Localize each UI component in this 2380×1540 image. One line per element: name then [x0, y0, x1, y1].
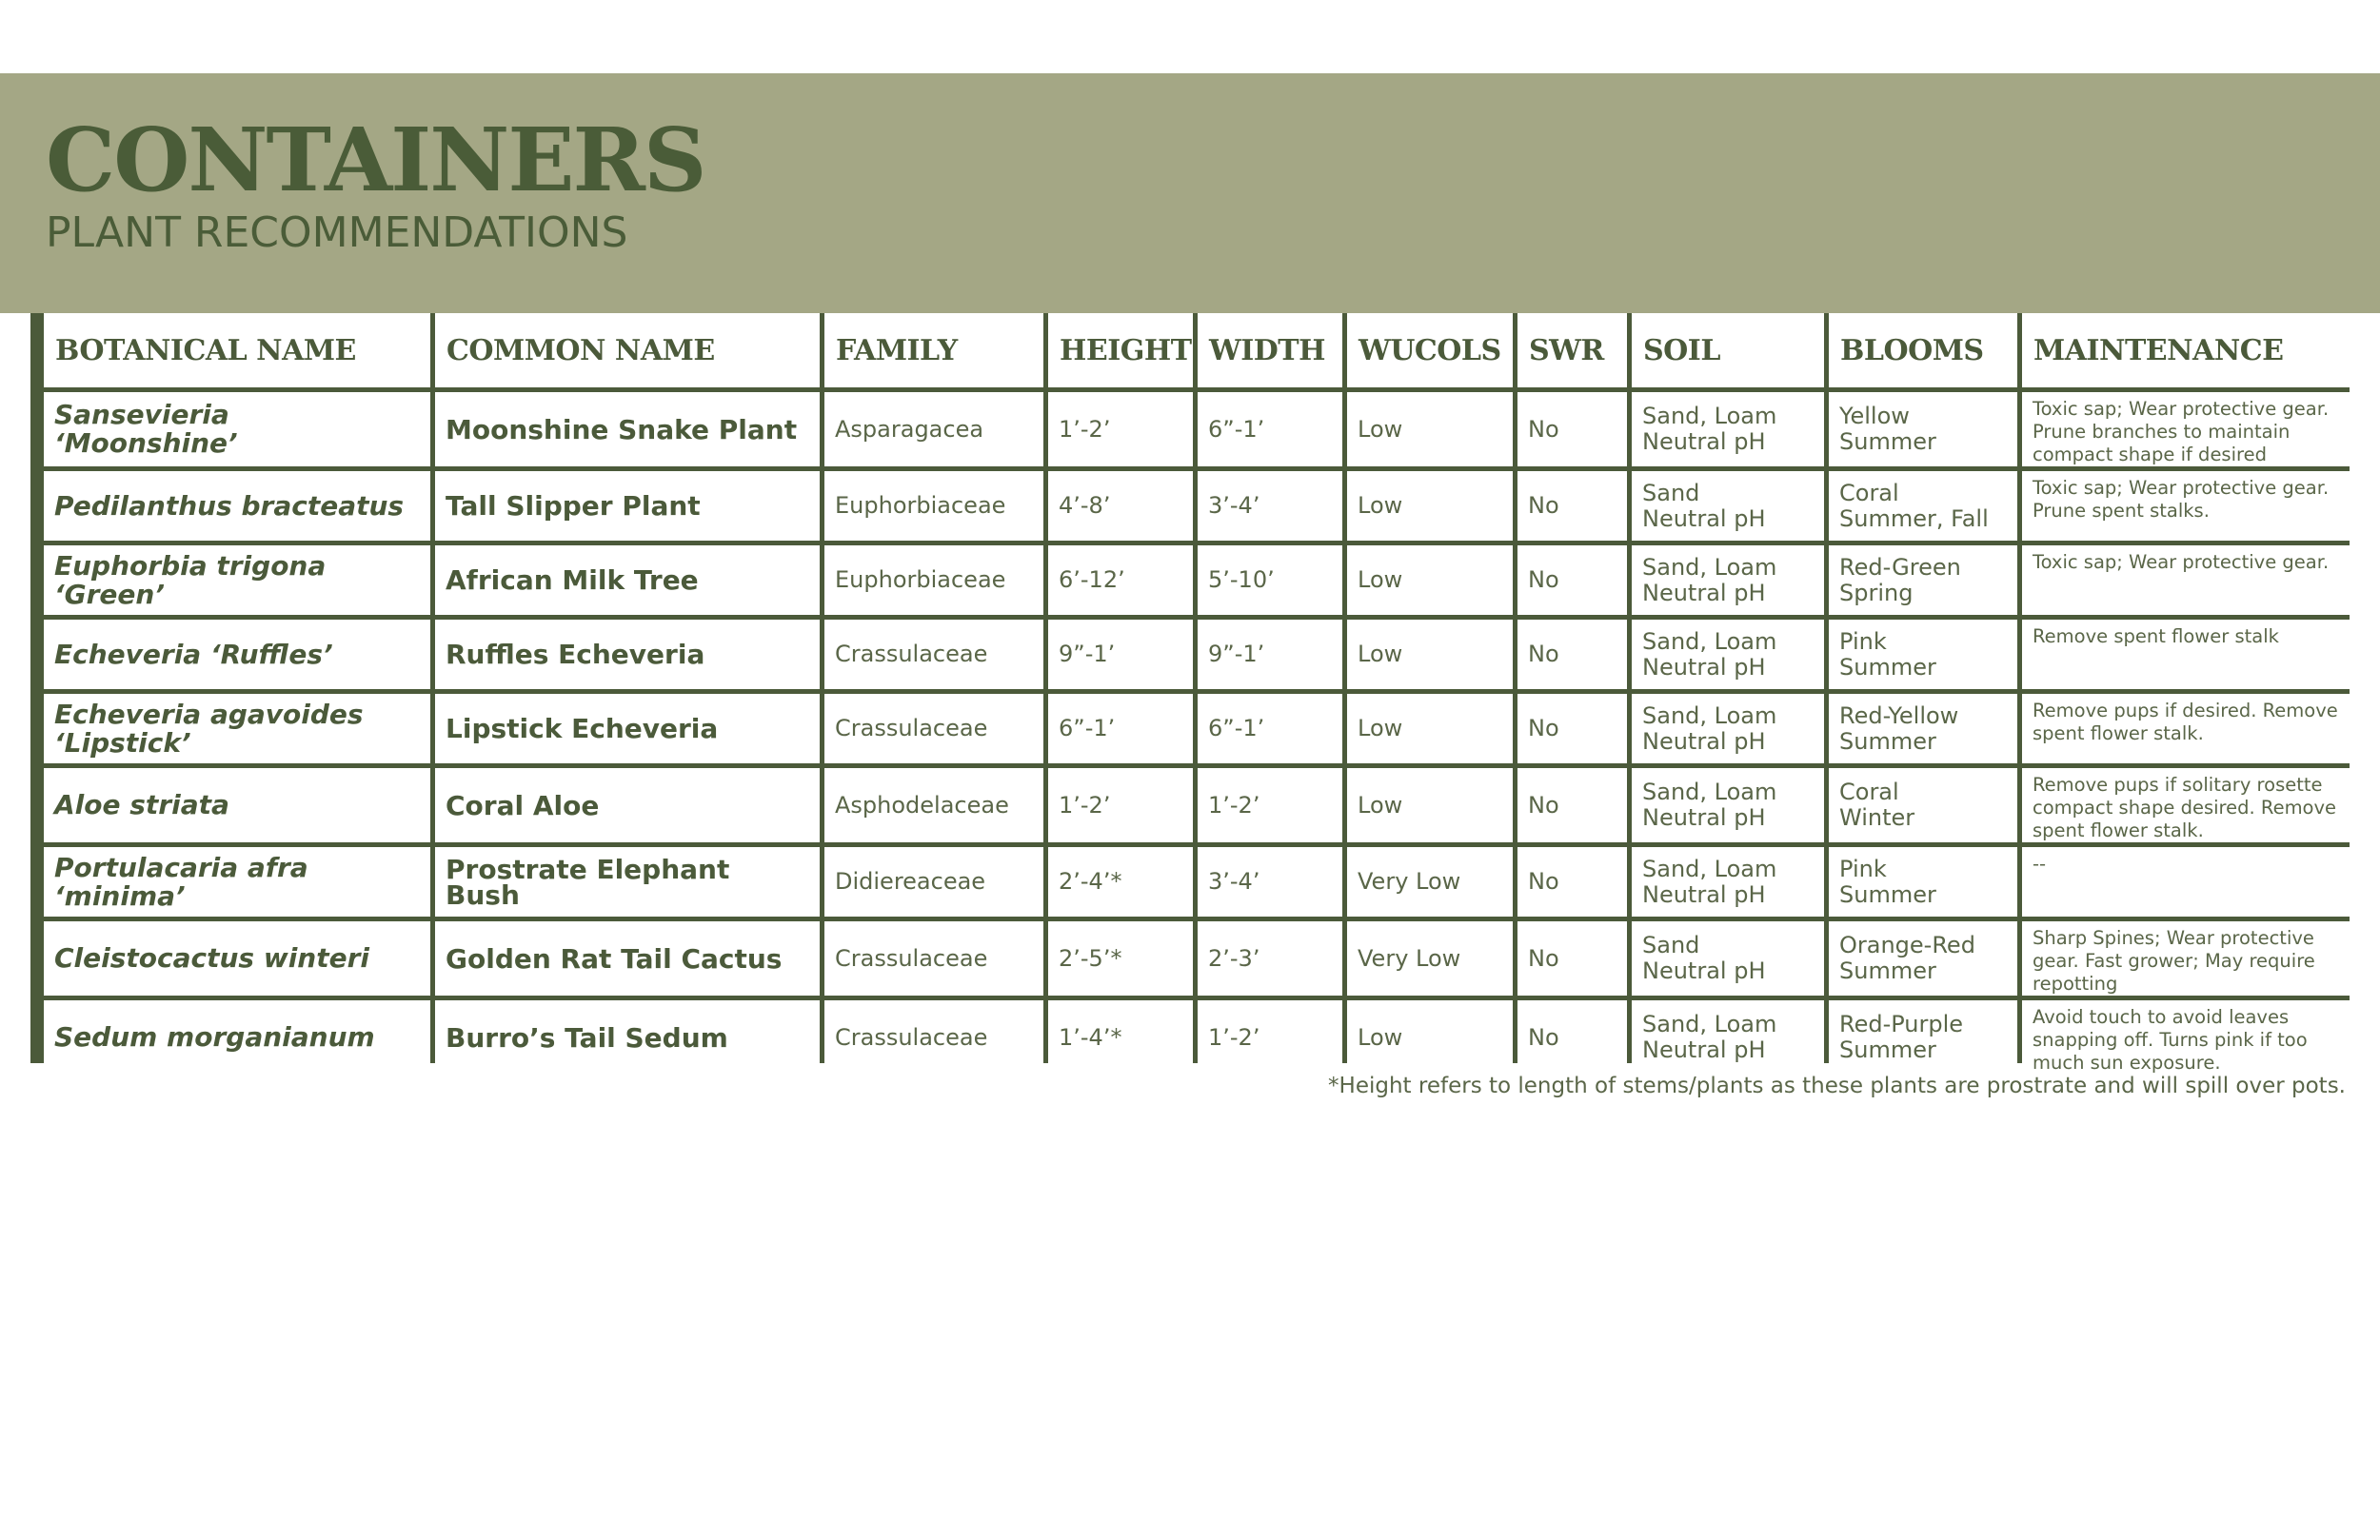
cell-height: 9”-1’: [1048, 620, 1193, 689]
cell-height: 1’-2’: [1048, 392, 1193, 466]
cell-botanical-name: Echeveria ‘Ruffles’: [44, 620, 430, 689]
cell-maintenance: Remove pups if solitary rosette compact shape desired. Remove spent flower stalk.: [2022, 768, 2353, 842]
cell-family: Crassulaceae: [824, 694, 1043, 763]
col-header-swr: SWR: [1517, 313, 1627, 387]
col-header-blooms: BLOOMS: [1829, 313, 2017, 387]
cell-height: 1’-4’*: [1048, 1000, 1193, 1075]
col-header-soil: SOIL: [1632, 313, 1824, 387]
cell-maintenance: Toxic sap; Wear protective gear. Prune spent stalks.: [2022, 471, 2353, 541]
table-body: [44, 392, 2353, 1075]
col-header-family: FAMILY: [824, 313, 1043, 387]
cell-maintenance: Sharp Spines; Wear protective gear. Fast grower; May require repotting: [2022, 921, 2353, 996]
cell-soil: Sand, Loam Neutral pH: [1632, 847, 1824, 917]
footnote: *Height refers to length of stems/plants as these plants are prostrate and will spill over pots.: [1328, 1074, 2346, 1098]
col-header-botanical-name: BOTANICAL NAME: [44, 313, 430, 387]
cell-common-name: Prostrate Elephant Bush: [435, 847, 820, 917]
cell-blooms: Pink Summer: [1829, 620, 2017, 689]
cell-blooms: Red-Yellow Summer: [1829, 694, 2017, 763]
cell-swr: No: [1517, 694, 1627, 763]
cell-blooms: Red-Purple Summer: [1829, 1000, 2017, 1075]
cell-soil: Sand, Loam Neutral pH: [1632, 392, 1824, 466]
cell-width: 3’-4’: [1198, 471, 1342, 541]
cell-width: 3’-4’: [1198, 847, 1342, 917]
cell-botanical-name: Portulacaria afra ‘minima’: [44, 847, 430, 917]
cell-soil: Sand Neutral pH: [1632, 921, 1824, 996]
col-header-width: WIDTH: [1198, 313, 1342, 387]
cell-maintenance: Toxic sap; Wear protective gear. Prune branches to maintain compact shape if desired: [2022, 392, 2353, 466]
cell-width: 5’-10’: [1198, 545, 1342, 615]
cell-height: 4’-8’: [1048, 471, 1193, 541]
cell-botanical-name: Sedum morganianum: [44, 1000, 430, 1075]
table-row: [44, 847, 2353, 917]
cell-height: 6’-12’: [1048, 545, 1193, 615]
cell-maintenance: Remove pups if desired. Remove spent flower stalk.: [2022, 694, 2353, 763]
cell-swr: No: [1517, 392, 1627, 466]
cell-common-name: African Milk Tree: [435, 545, 820, 615]
cell-swr: No: [1517, 471, 1627, 541]
cell-family: Asphodelaceae: [824, 768, 1043, 842]
cell-wucols: Low: [1347, 620, 1513, 689]
cell-blooms: Orange-Red Summer: [1829, 921, 2017, 996]
cell-common-name: Tall Slipper Plant: [435, 471, 820, 541]
cell-botanical-name: Pedilanthus bracteatus: [44, 471, 430, 541]
table-row: [44, 545, 2353, 615]
cell-maintenance: Avoid touch to avoid leaves snapping off. Turns pink if too much sun exposure.: [2022, 1000, 2353, 1075]
cell-wucols: Low: [1347, 768, 1513, 842]
cell-soil: Sand, Loam Neutral pH: [1632, 694, 1824, 763]
cell-swr: No: [1517, 847, 1627, 917]
cell-swr: No: [1517, 545, 1627, 615]
table-row: [44, 694, 2353, 763]
cell-width: 9”-1’: [1198, 620, 1342, 689]
cell-wucols: Very Low: [1347, 921, 1513, 996]
cell-wucols: Low: [1347, 392, 1513, 466]
cell-common-name: Burro’s Tail Sedum: [435, 1000, 820, 1075]
cell-swr: No: [1517, 620, 1627, 689]
cell-wucols: Low: [1347, 694, 1513, 763]
cell-botanical-name: Euphorbia trigona ‘Green’: [44, 545, 430, 615]
cell-height: 1’-2’: [1048, 768, 1193, 842]
col-header-maintenance: MAINTENANCE: [2022, 313, 2353, 387]
cell-soil: Sand, Loam Neutral pH: [1632, 620, 1824, 689]
cell-wucols: Low: [1347, 471, 1513, 541]
cell-common-name: Ruffles Echeveria: [435, 620, 820, 689]
plant-table: [39, 308, 2358, 1079]
cell-width: 2’-3’: [1198, 921, 1342, 996]
cell-family: Asparagacea: [824, 392, 1043, 466]
table-row: [44, 921, 2353, 996]
cell-height: 2’-4’*: [1048, 847, 1193, 917]
cell-family: Crassulaceae: [824, 1000, 1043, 1075]
page-subtitle: PLANT RECOMMENDATIONS: [46, 208, 628, 257]
cell-family: Didiereaceae: [824, 847, 1043, 917]
cell-botanical-name: Echeveria agavoides ‘Lipstick’: [44, 694, 430, 763]
cell-common-name: Coral Aloe: [435, 768, 820, 842]
col-header-height: HEIGHT: [1048, 313, 1193, 387]
cell-common-name: Moonshine Snake Plant: [435, 392, 820, 466]
cell-botanical-name: Cleistocactus winteri: [44, 921, 430, 996]
cell-width: 6”-1’: [1198, 392, 1342, 466]
cell-maintenance: Remove spent flower stalk: [2022, 620, 2353, 689]
table-row: [44, 768, 2353, 842]
cell-wucols: Low: [1347, 1000, 1513, 1075]
cell-family: Crassulaceae: [824, 921, 1043, 996]
cell-width: 6”-1’: [1198, 694, 1342, 763]
plant-table-frame: [30, 313, 2350, 1074]
table-header-row: [44, 313, 2353, 387]
cell-swr: No: [1517, 1000, 1627, 1075]
cell-maintenance: Toxic sap; Wear protective gear.: [2022, 545, 2353, 615]
page-title: CONTAINERS: [46, 109, 705, 211]
cell-soil: Sand Neutral pH: [1632, 471, 1824, 541]
cell-wucols: Very Low: [1347, 847, 1513, 917]
cell-width: 1’-2’: [1198, 1000, 1342, 1075]
cell-width: 1’-2’: [1198, 768, 1342, 842]
col-header-wucols: WUCOLS: [1347, 313, 1513, 387]
cell-maintenance: --: [2022, 847, 2353, 917]
cell-common-name: Golden Rat Tail Cactus: [435, 921, 820, 996]
cell-blooms: Yellow Summer: [1829, 392, 2017, 466]
cell-botanical-name: Sansevieria ‘Moonshine’: [44, 392, 430, 466]
cell-blooms: Coral Summer, Fall: [1829, 471, 2017, 541]
cell-swr: No: [1517, 768, 1627, 842]
cell-soil: Sand, Loam Neutral pH: [1632, 545, 1824, 615]
table-row: [44, 471, 2353, 541]
table-row: [44, 620, 2353, 689]
cell-height: 6”-1’: [1048, 694, 1193, 763]
cell-wucols: Low: [1347, 545, 1513, 615]
cell-family: Euphorbiaceae: [824, 545, 1043, 615]
cell-soil: Sand, Loam Neutral pH: [1632, 1000, 1824, 1075]
cell-botanical-name: Aloe striata: [44, 768, 430, 842]
cell-blooms: Pink Summer: [1829, 847, 2017, 917]
cell-family: Euphorbiaceae: [824, 471, 1043, 541]
cell-height: 2’-5’*: [1048, 921, 1193, 996]
cell-soil: Sand, Loam Neutral pH: [1632, 768, 1824, 842]
cell-family: Crassulaceae: [824, 620, 1043, 689]
cell-swr: No: [1517, 921, 1627, 996]
table-row: [44, 1000, 2353, 1075]
cell-blooms: Coral Winter: [1829, 768, 2017, 842]
cell-blooms: Red-Green Spring: [1829, 545, 2017, 615]
cell-common-name: Lipstick Echeveria: [435, 694, 820, 763]
col-header-common-name: COMMON NAME: [435, 313, 820, 387]
table-row: [44, 392, 2353, 466]
